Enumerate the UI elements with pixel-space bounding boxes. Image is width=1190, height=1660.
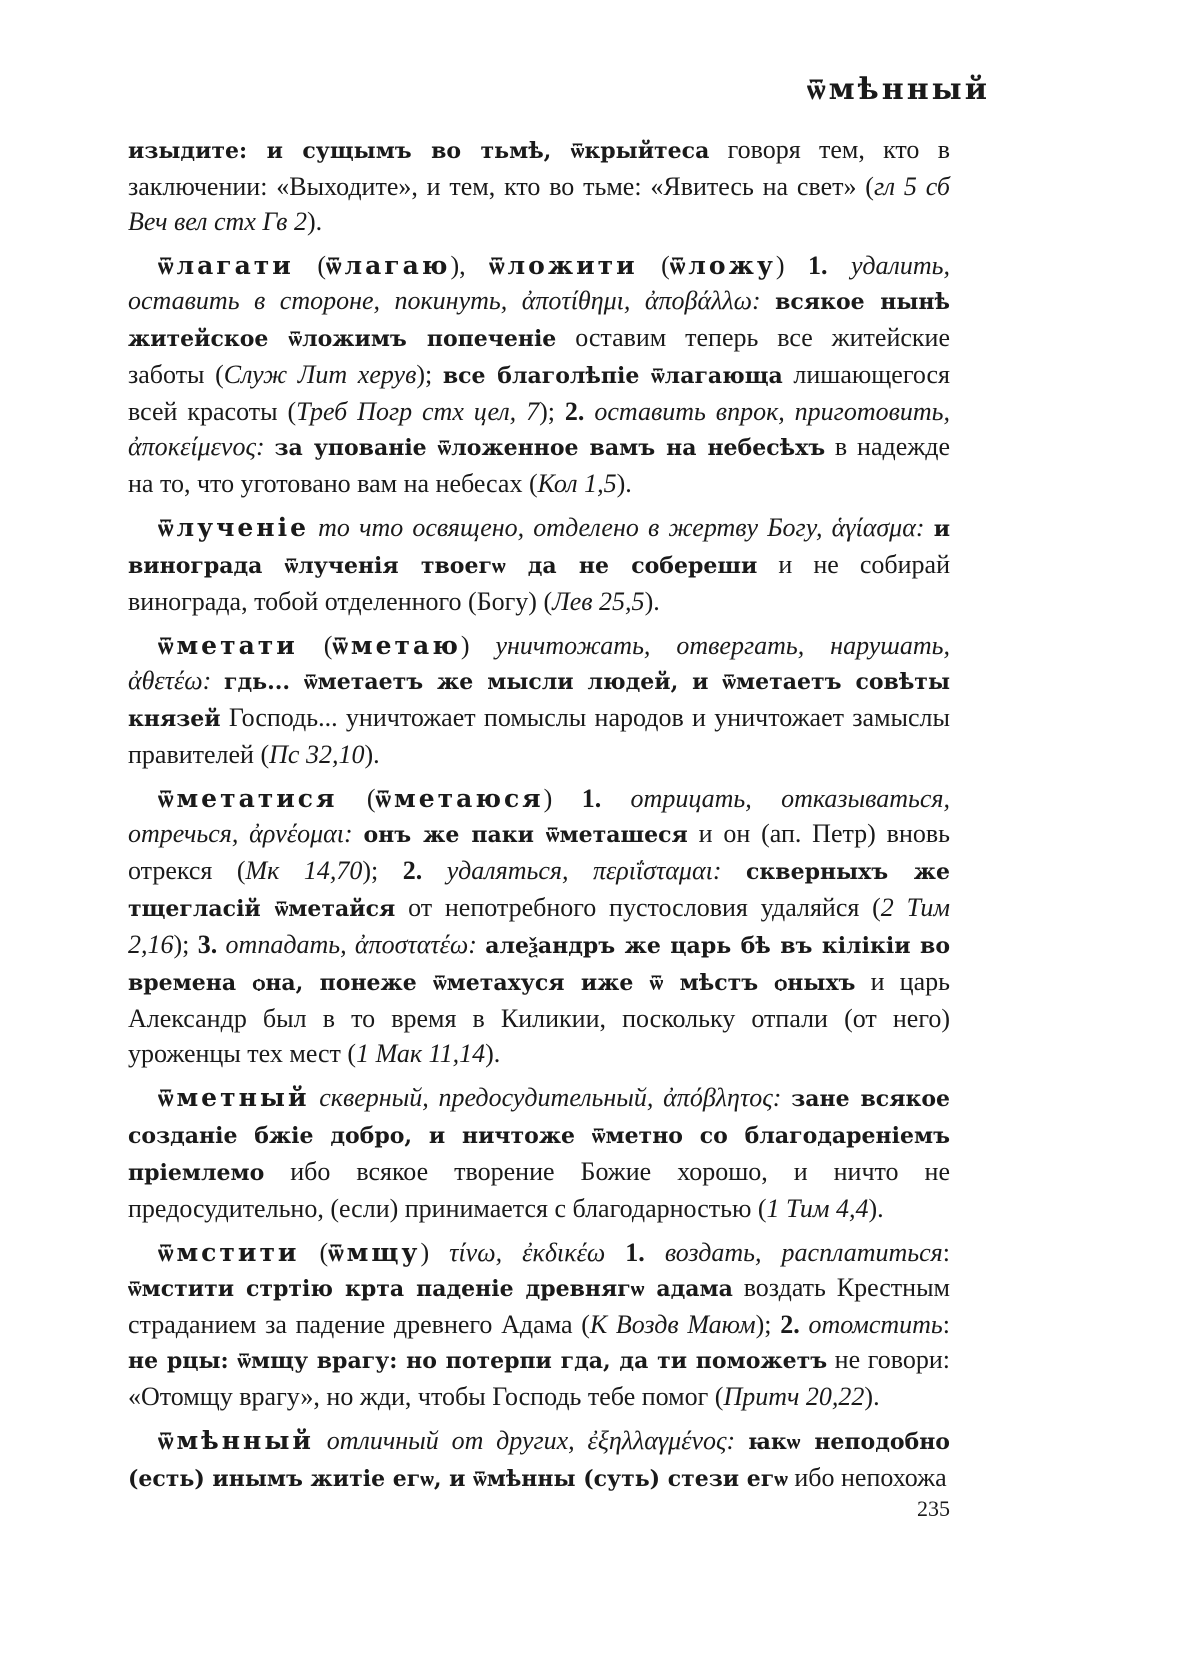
headword: ѿлагати <box>158 251 294 280</box>
body-text <box>128 132 950 1506</box>
translation: и он (ап. Петр) вновь отрекся ( <box>128 819 950 885</box>
headword: ѿмстити <box>158 1238 300 1267</box>
sense-number: 1. <box>581 784 602 813</box>
reference: Кол 1,5 <box>537 469 617 498</box>
punctuation: ) <box>420 1238 450 1267</box>
headword: ѿметатися <box>158 784 338 813</box>
punctuation: : <box>942 1310 950 1339</box>
reference: Служ Лит херув <box>223 360 417 389</box>
translation: в надежде на то, что уготовано вам на небесах ( <box>128 432 950 498</box>
greek-equivalent: ἐξηλλαγμένος: <box>574 1426 749 1455</box>
punctuation: ( <box>337 784 376 813</box>
headword: ѿложити <box>489 251 638 280</box>
punctuation: ), <box>450 251 490 280</box>
punctuation: ( <box>293 251 326 280</box>
reference: Мк 14,70 <box>245 856 363 885</box>
entry-otlagati <box>128 248 950 501</box>
running-head: ѿмѣнный <box>807 72 990 107</box>
translation: Господь... уничтожает помыслы народов и уничтожает замыслы правителей ( <box>128 703 950 769</box>
translation: воздать Крестным страданием за падение древнего Адама ( <box>128 1273 950 1339</box>
headword-form: ѿлагаю <box>325 251 451 280</box>
reference: гл 5 сб Веч вел стх Гв 2 <box>128 172 950 236</box>
punctuation: ). <box>864 1382 880 1411</box>
translation: оставим теперь все житейские заботы ( <box>128 323 950 389</box>
reference: Лев 25,5 <box>552 587 645 616</box>
reference: 1 Тим 4,4 <box>766 1194 869 1223</box>
punctuation: ). <box>485 1039 501 1068</box>
punctuation: : <box>942 1238 950 1267</box>
sense-number: 1. <box>625 1238 645 1267</box>
greek-equivalent: ἀποστατέω: <box>346 930 486 959</box>
translation: от непотребного пустословия удаляйся ( <box>395 893 881 922</box>
reference: К Воздв Маюм <box>589 1310 756 1339</box>
sense-number: 2. <box>780 1310 800 1339</box>
entry-otluchenie <box>128 510 950 619</box>
church-slavonic-quote: ѿмстити стртію крта паденіе древнягѡ адама <box>128 1276 733 1302</box>
greek-equivalent: ἀποκείμενος: <box>128 432 275 461</box>
punctuation: ); <box>416 360 443 389</box>
entry-otmetatisya <box>128 781 950 1071</box>
definition: отомстить <box>799 1310 943 1339</box>
punctuation: ( <box>297 631 333 660</box>
translation: и не собирай винограда, тобой отделенного (Богу) ( <box>128 550 950 616</box>
punctuation: ). <box>868 1194 884 1223</box>
headword-form: ѿложу <box>669 251 776 280</box>
church-slavonic-quote: не рцы: ѿмщу врагу: но потерпи гда, да ти поможетъ <box>128 1348 828 1374</box>
church-slavonic-quote: ꙗкѡ неподобно (есть) инымъ житіе егѡ, и ѿмѣнны (суть) стези егѡ <box>128 1429 950 1492</box>
translation: не говори: «Отомщу врагу», но жди, чтобы Господь тебе помог ( <box>128 1345 950 1411</box>
translation: говоря тем, кто в заключении: «Выходите», и тем, кто во тьме: «Явитесь на свет» ( <box>128 135 951 201</box>
greek-equivalent: ἁγίασμα: <box>822 513 934 542</box>
sense-number: 2. <box>402 856 423 885</box>
church-slavonic-quote: скверныхъ же тщегласій ѿметайся <box>128 859 950 922</box>
greek-equivalent: τίνω, ἐκδικέω <box>449 1238 626 1267</box>
punctuation: ). <box>644 587 660 616</box>
definition: отпадать, <box>217 930 347 959</box>
translation: ибо всякое творение Божие хорошо, и ничто не предосудительно, (если) принимается с благодарностью ( <box>128 1157 950 1223</box>
reference: Притч 20,22 <box>723 1382 865 1411</box>
greek-equivalent: περιΐσταμαι: <box>568 856 747 885</box>
page-number: 235 <box>917 1496 950 1521</box>
definition: то что освящено, отделено в жертву Богу, <box>309 513 823 542</box>
sense-number: 2. <box>564 397 585 426</box>
greek-equivalent: ἀποτίθημι, ἀποβάλλω: <box>507 286 776 315</box>
entry-otmetati <box>128 628 950 772</box>
headword: ѿметный <box>158 1083 310 1112</box>
punctuation: ); <box>539 397 565 426</box>
punctuation: ). <box>364 740 380 769</box>
headword: ѿметати <box>158 631 298 660</box>
punctuation: ); <box>362 856 403 885</box>
headword-form: ѿмщу <box>328 1238 421 1267</box>
church-slavonic-quote: и винограда ѿлученія твоегѡ да не собереши <box>128 516 951 579</box>
entry-otmetnyi <box>128 1080 950 1226</box>
punctuation: ); <box>755 1310 781 1339</box>
church-slavonic-quote: гдь... ѿметаетъ же мысли людей, и ѿметаетъ совѣты князей <box>128 669 950 732</box>
translation: ибо непохожа <box>787 1463 947 1492</box>
definition: удаляться, <box>422 856 569 885</box>
entry-otmstiti <box>128 1235 950 1414</box>
sense-number: 1. <box>807 251 828 280</box>
reference: Пс 32,10 <box>269 740 365 769</box>
sense-number: 3. <box>197 930 218 959</box>
translation: и царь Александр был в то время в Киликии, поскольку отпали (от него) уроженцы тех мест ( <box>128 967 950 1068</box>
headword: ѿмѣнный <box>158 1426 314 1455</box>
reference: Треб Погр стх цел, 7 <box>296 397 540 426</box>
greek-equivalent: ἀρνέομαι: <box>238 819 364 848</box>
reference: 2 Тим 2,16 <box>128 893 951 959</box>
entry-otmennyi <box>128 1423 950 1497</box>
punctuation: ). <box>616 469 632 498</box>
greek-equivalent: ἀπόβλητος: <box>653 1083 792 1112</box>
punctuation: ) <box>460 631 496 660</box>
definition: оставить впрок, приготовить, <box>584 397 950 426</box>
punctuation: ) <box>543 784 582 813</box>
punctuation: ( <box>637 251 670 280</box>
definition: воздать, расплатиться <box>644 1238 943 1267</box>
definition: уничтожать, отвергать, нарушать, <box>495 631 950 660</box>
church-slavonic-quote: алеѯандръ же царь бѣ въ кілікіи во времена ѻна, понеже ѿметахуся иже ѿ мѣстъ ѻныхъ <box>128 933 950 996</box>
punctuation: ) <box>775 251 808 280</box>
entry-continuation <box>128 132 950 239</box>
headword-form: ѿметаюся <box>375 784 544 813</box>
reference: 1 Мак 11,14 <box>356 1039 486 1068</box>
church-slavonic-quote: онъ же паки ѿметашеся <box>363 822 688 848</box>
greek-equivalent: ἀθετέω: <box>128 666 225 695</box>
punctuation: ); <box>173 930 198 959</box>
definition: отличный от других, <box>313 1426 575 1455</box>
definition: удалить, оставить в стороне, покинуть, <box>128 251 950 315</box>
definition: отрицать, отказываться, отречься, <box>128 784 950 848</box>
church-slavonic-quote: зане всякое созданіе бжіе добро, и ничтоже ѿметно со благодареніемъ пріемлемо <box>128 1086 951 1186</box>
translation: лишающегося всей красоты ( <box>128 360 951 426</box>
church-slavonic-quote: за упованіе ѿложенное вамъ на небесѣхъ <box>274 435 826 461</box>
church-slavonic-quote: все благолѣпіе ѿлагающа <box>442 363 783 389</box>
church-slavonic-quote: изыдите: и сущымъ во тьмѣ, ѿкрыйтеса <box>128 138 710 164</box>
church-slavonic-quote: всякое нынѣ житейское ѿложимъ попеченіе <box>128 289 951 352</box>
punctuation: ( <box>299 1238 329 1267</box>
headword-form: ѿметаю <box>332 631 461 660</box>
punctuation: ). <box>306 207 323 236</box>
headword: ѿлученіе <box>158 513 310 542</box>
definition: скверный, предосудительный, <box>309 1083 654 1112</box>
